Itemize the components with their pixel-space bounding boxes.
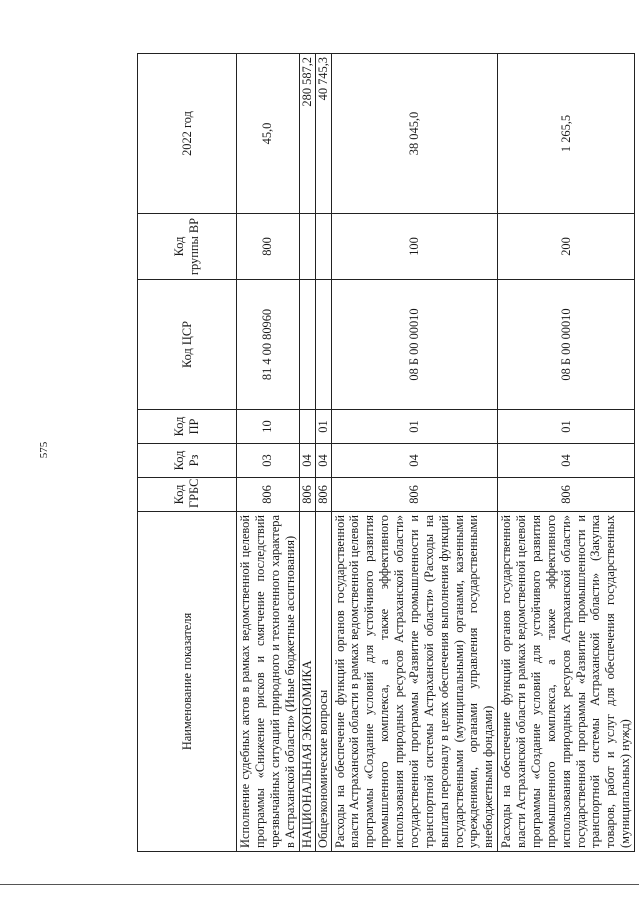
row-name: НАЦИОНАЛЬНАЯ ЭКОНОМИКА <box>299 512 315 852</box>
row-name: Исполнение судебных актов в рамках ведомственной целевой программы «Снижение рисков и смягчение последствий чрезвычайных ситуаций природного и техногенного характера в Астраханской области» (Иные бюджетные ассигнования) <box>237 512 300 852</box>
row-name: Расходы на обеспечение функций органов государственной власти Астраханской области в рамках ведомственной целевой программы «Создание условий для устойчивого развития промышленного комплекса, а также эффективного использования природных ресурсов Астраханской области» государственной программы «Развитие промышленности и транспортной системы Астраханской области» (Закупка товаров, работ и услуг для обеспечения государственных (муниципальных) нужд) <box>498 512 635 852</box>
budget-table <box>137 53 635 852</box>
table-row <box>315 54 331 852</box>
table-row <box>498 54 635 852</box>
row-amount: 40 745,3 <box>315 54 331 214</box>
table-header-row <box>138 54 237 852</box>
row-vr: 800 <box>237 214 300 280</box>
table-row <box>299 54 315 852</box>
row-pr: 10 <box>237 410 300 444</box>
header-rz: Код Рз <box>138 444 237 478</box>
row-grbs: 806 <box>237 478 300 512</box>
row-rz: 04 <box>331 444 498 478</box>
row-vr: 200 <box>498 214 635 280</box>
row-rz: 04 <box>498 444 635 478</box>
row-name: Расходы на обеспечение функций органов государственной власти Астраханской области в рамках ведомственной целевой программы «Создание условий для устойчивого развития промышленного комплекса, а также эффективного использования природных ресурсов Астраханской области» государственной программы «Развитие промышленности и транспортной системы Астраханской области» (Расходы на выплаты персоналу в целях обеспечения выполнения функций государственными (муниципальными) органами, казенными учреждениями, органами управления государственными внебюджетными фондами) <box>331 512 498 852</box>
row-grbs: 806 <box>498 478 635 512</box>
row-csr: 08 Б 00 00010 <box>498 280 635 410</box>
row-csr: 81 4 00 80960 <box>237 280 300 410</box>
header-grbs: Код ГРБС <box>138 478 237 512</box>
page-bottom-rule <box>0 884 639 885</box>
row-amount: 38 045,0 <box>331 54 498 214</box>
header-vr: Код группы ВР <box>138 214 237 280</box>
row-csr: 08 Б 00 00010 <box>331 280 498 410</box>
row-rz: 03 <box>237 444 300 478</box>
row-grbs: 806 <box>331 478 498 512</box>
row-rz: 04 <box>315 444 331 478</box>
table-row <box>331 54 498 852</box>
table-row <box>237 54 300 852</box>
row-grbs: 806 <box>315 478 331 512</box>
row-rz: 04 <box>299 444 315 478</box>
row-amount: 280 587,2 <box>299 54 315 214</box>
header-name: Наименование показателя <box>138 512 237 852</box>
row-pr <box>299 410 315 444</box>
row-amount: 1 265,5 <box>498 54 635 214</box>
header-pr: Код ПР <box>138 410 237 444</box>
row-csr <box>299 280 315 410</box>
header-year: 2022 год <box>138 54 237 214</box>
row-pr: 01 <box>315 410 331 444</box>
row-pr: 01 <box>331 410 498 444</box>
page-number: 575 <box>38 441 50 459</box>
row-vr <box>299 214 315 280</box>
row-name: Общеэкономические вопросы <box>315 512 331 852</box>
row-csr <box>315 280 331 410</box>
header-csr: Код ЦСР <box>138 280 237 410</box>
row-vr: 100 <box>331 214 498 280</box>
budget-table-rotated <box>137 54 633 852</box>
row-pr: 01 <box>498 410 635 444</box>
row-vr <box>315 214 331 280</box>
row-amount: 45,0 <box>237 54 300 214</box>
row-grbs: 806 <box>299 478 315 512</box>
